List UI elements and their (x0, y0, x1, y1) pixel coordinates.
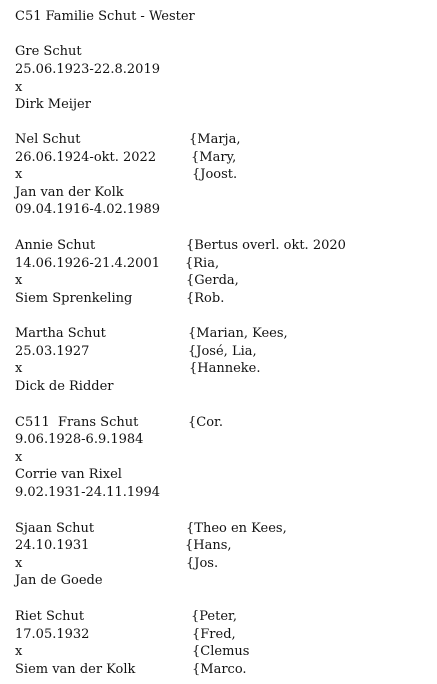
spouse-name: Jan de Goede (15, 573, 103, 588)
person-name: Martha Schut (15, 326, 106, 341)
child-entry: {Mary, (191, 150, 237, 165)
marriage-mark: x (15, 644, 23, 659)
marriage-mark: x (15, 361, 23, 376)
child-entry: {Gerda, (186, 273, 239, 288)
child-entry: {Hanneke. (189, 361, 261, 376)
document-title: C51 Familie Schut - Wester (15, 9, 195, 24)
spouse-name: Corrie van Rixel (15, 467, 122, 482)
child-entry: {José, Lia, (188, 344, 257, 359)
person-dates: 24.10.1931 (15, 538, 90, 553)
spouse-name: Jan van der Kolk (15, 185, 124, 200)
spouse-name: Dirk Meijer (15, 97, 91, 112)
marriage-mark: x (15, 80, 23, 95)
child-entry: {Peter, (191, 609, 237, 624)
spouse-name: Dick de Ridder (15, 379, 114, 394)
child-entry: {Bertus overl. okt. 2020 (186, 238, 346, 253)
child-entry: {Cor. (188, 415, 223, 430)
child-entry: {Marja, (189, 132, 241, 147)
person-name: C511 Frans Schut (15, 415, 139, 430)
child-entry: {Ria, (185, 256, 220, 271)
spouse-name: Siem Sprenkeling (15, 291, 133, 306)
child-entry: {Jos. (186, 556, 219, 571)
person-name: Sjaan Schut (15, 521, 95, 536)
marriage-mark: x (15, 450, 23, 465)
person-dates: 14.06.1926-21.4.2001 (15, 256, 160, 271)
child-entry: {Hans, (185, 538, 232, 553)
child-entry: {Rob. (186, 291, 225, 306)
spouse-dates: 9.02.1931-24.11.1994 (15, 485, 160, 500)
marriage-mark: x (15, 273, 23, 288)
spouse-dates: 09.04.1916-4.02.1989 (15, 202, 160, 217)
person-dates: 26.06.1924-okt. 2022 (15, 150, 157, 165)
person-name: Nel Schut (15, 132, 81, 147)
person-dates: 17.05.1932 (15, 627, 90, 642)
child-entry: {Marco. (192, 662, 247, 677)
child-entry: {Joost. (192, 167, 238, 182)
child-entry: {Marian, Kees, (188, 326, 288, 341)
child-entry: {Theo en Kees, (186, 521, 287, 536)
child-entry: {Fred, (192, 627, 236, 642)
person-dates: 25.06.1923-22.8.2019 (15, 62, 160, 77)
person-dates: 25.03.1927 (15, 344, 90, 359)
child-entry: {Clemus (192, 644, 250, 659)
person-dates: 9.06.1928-6.9.1984 (15, 432, 144, 447)
marriage-mark: x (15, 167, 23, 182)
person-name: Gre Schut (15, 44, 82, 59)
person-name: Riet Schut (15, 609, 85, 624)
spouse-name: Siem van der Kolk (15, 662, 136, 677)
person-name: Annie Schut (15, 238, 96, 253)
marriage-mark: x (15, 556, 23, 571)
